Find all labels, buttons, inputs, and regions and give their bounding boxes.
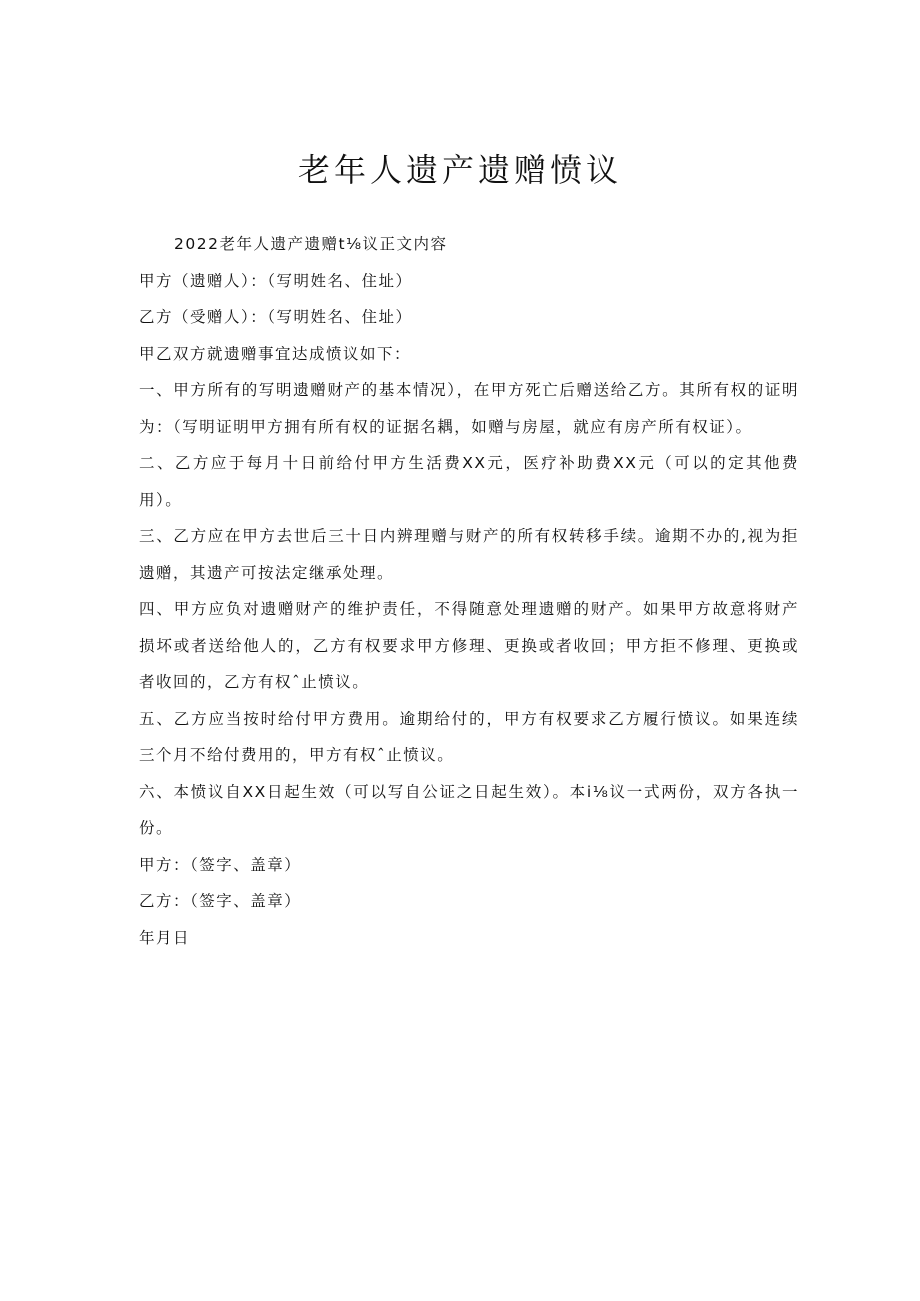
clause-3: 三、乙方应在甲方去世后三十日内辨理赠与财产的所有权转移手续。逾期不办的,视为拒遗赠，其遗产可按法定继承处理。 (139, 527, 799, 582)
party-b-line: 乙方（受赠人）：（写明姓名、住址） (139, 308, 413, 326)
document-title: 老年人遗产遗赠愤议 (297, 151, 622, 189)
agreement-preamble: 甲乙双方就遗赠事宜达成愤议如下： (139, 344, 412, 363)
document-body (139, 226, 799, 956)
clause-5: 五、乙方应当按时给付甲方费用。逾期给付的，甲方有权要求乙方履行愤议。如果连续三个月不给付费用的，甲方有权ˆ止愤议。 (139, 709, 799, 764)
clause-6: 六、本愤议自XX日起生效（可以写自公证之日起生效）。本i⅛议一式两份，双方各执一份。 (139, 782, 799, 837)
date-line: 年月日 (139, 928, 191, 947)
party-a-line: 甲方（遗赠人）：（写明姓名、住址） (139, 271, 413, 290)
clause-4: 四、甲方应负对遗赠财产的维护责任，不得随意处理遗赠的财产。如果甲方故意将财产损坏或者送给他人的，乙方有权要求甲方修理、更换或者收回；甲方拒不修理、更换或者收回的，乙方有权ˆ止愤议。 (139, 600, 799, 691)
signature-party-b: 乙方：（签字、盖章） (139, 892, 302, 910)
clause-1: 一、甲方所有的写明遗赠财产的基本情况），在甲方死亡后赠送给乙方。其所有权的证明为：（写明证明甲方拥有所有权的证据名耦，如赠与房屋，就应有房产所有权证）。 (139, 381, 799, 436)
signature-party-a: 甲方：（签字、盖章） (139, 855, 302, 874)
intro-line: 2022老年人遗产遗赠t⅛议正文内容 (174, 235, 448, 253)
clause-2: 二、乙方应于每月十日前给付甲方生活费XX元，医疗补助费XX元（可以的定其他费用）。 (139, 454, 799, 509)
